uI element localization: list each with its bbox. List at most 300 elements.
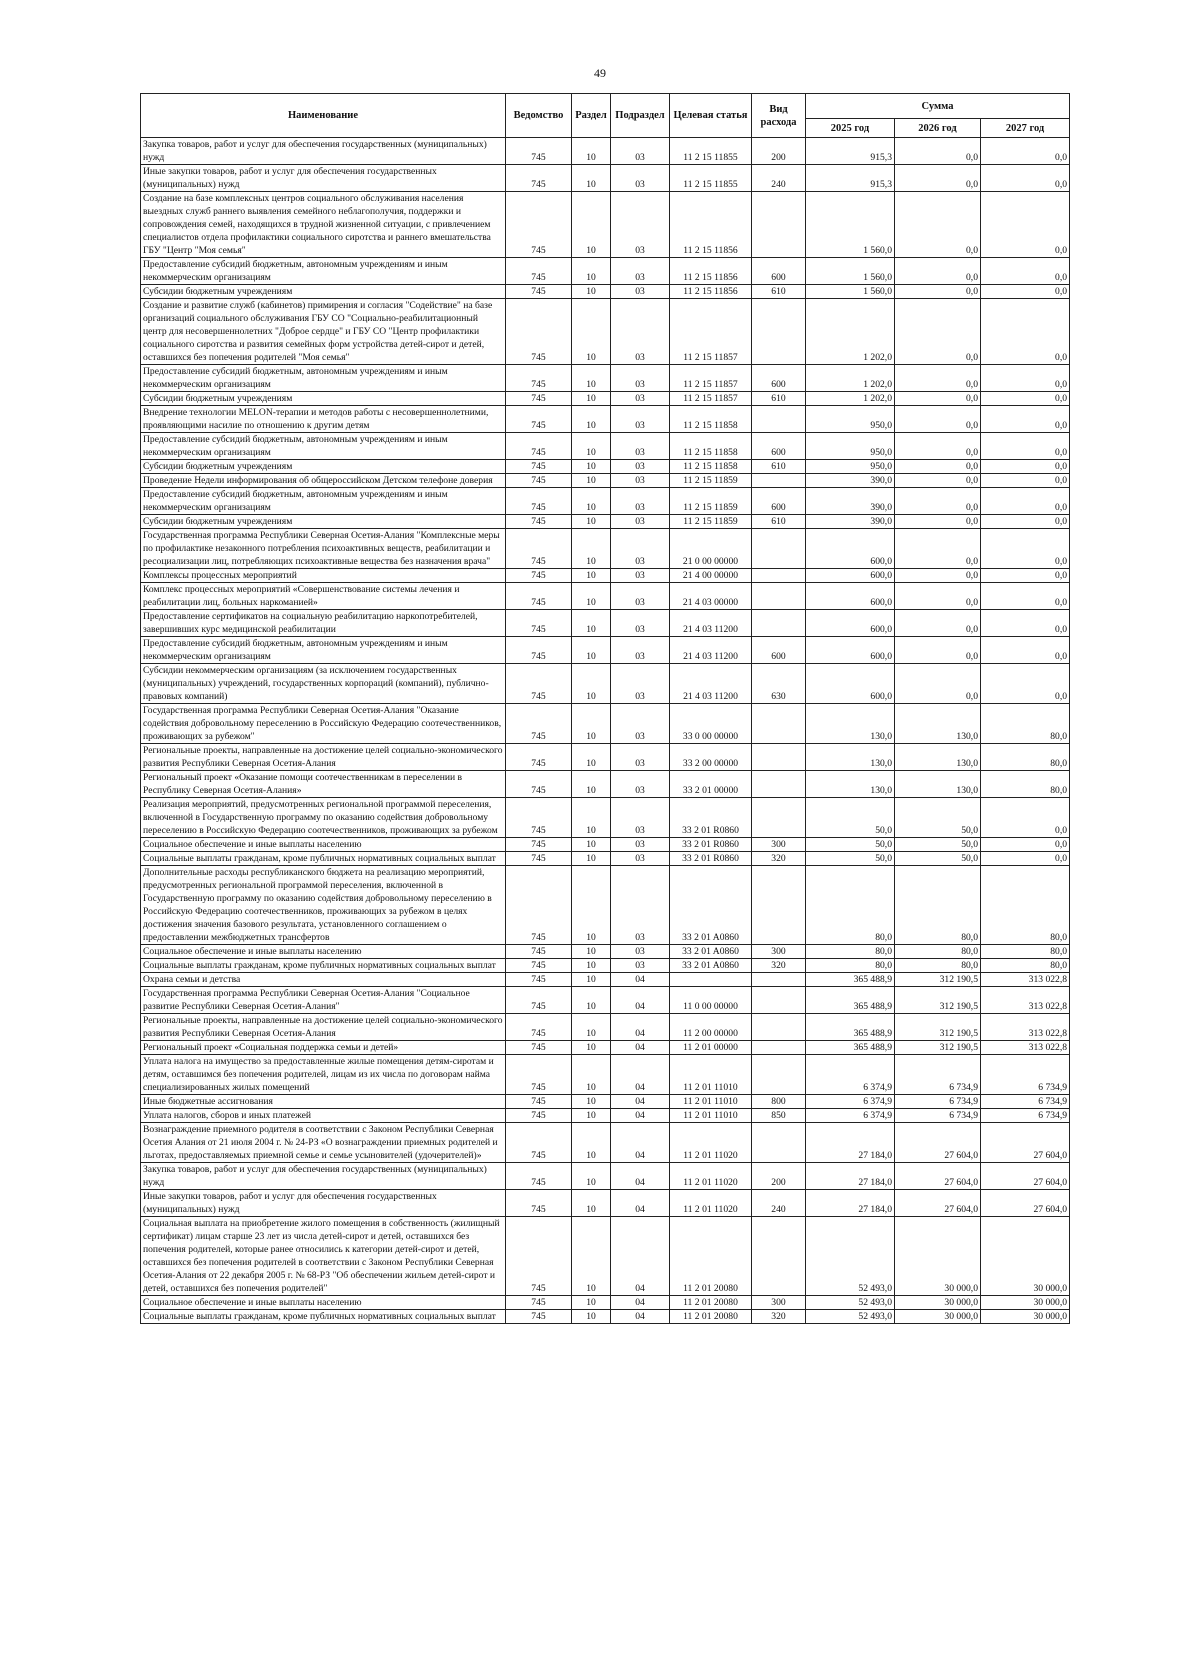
row-subsection: 04 xyxy=(611,1014,670,1041)
row-department: 745 xyxy=(506,610,572,637)
table-row xyxy=(141,1123,1070,1163)
row-section: 10 xyxy=(572,637,611,664)
header-target-article: Целевая статья xyxy=(670,94,752,138)
row-sum-2027: 30 000,0 xyxy=(981,1217,1070,1296)
row-subsection: 03 xyxy=(611,258,670,285)
row-sum-2026: 0,0 xyxy=(895,138,981,165)
row-subsection: 03 xyxy=(611,838,670,852)
row-name: Субсидии некоммерческим организациям (за исключением государственных (муниципальных) учреждений, государственных корпораций (компаний), публично-правовых компаний) xyxy=(141,664,506,704)
row-sum-2025: 365 488,9 xyxy=(806,1014,895,1041)
row-target-article: 11 2 15 11856 xyxy=(670,258,752,285)
row-sum-2025: 365 488,9 xyxy=(806,1041,895,1055)
row-subsection: 03 xyxy=(611,771,670,798)
row-target-article: 33 0 00 00000 xyxy=(670,704,752,744)
row-department: 745 xyxy=(506,258,572,285)
row-department: 745 xyxy=(506,1095,572,1109)
row-expense-type: 240 xyxy=(752,165,806,192)
row-sum-2027: 0,0 xyxy=(981,258,1070,285)
row-sum-2026: 0,0 xyxy=(895,258,981,285)
row-sum-2025: 27 184,0 xyxy=(806,1163,895,1190)
table-row xyxy=(141,1109,1070,1123)
row-sum-2025: 365 488,9 xyxy=(806,973,895,987)
row-subsection: 03 xyxy=(611,959,670,973)
table-row xyxy=(141,1095,1070,1109)
row-expense-type: 600 xyxy=(752,488,806,515)
row-target-article: 21 4 03 11200 xyxy=(670,664,752,704)
row-target-article: 11 2 01 20080 xyxy=(670,1296,752,1310)
row-section: 10 xyxy=(572,610,611,637)
row-subsection: 03 xyxy=(611,365,670,392)
row-sum-2026: 50,0 xyxy=(895,838,981,852)
table-row xyxy=(141,569,1070,583)
row-name: Комплекс процессных мероприятий «Совершенствование системы лечения и реабилитации лиц, больных наркоманией» xyxy=(141,583,506,610)
row-sum-2026: 80,0 xyxy=(895,959,981,973)
header-subsection: Подраздел xyxy=(611,94,670,138)
row-section: 10 xyxy=(572,474,611,488)
table-row xyxy=(141,771,1070,798)
row-sum-2027: 313 022,8 xyxy=(981,1014,1070,1041)
row-sum-2025: 915,3 xyxy=(806,165,895,192)
row-target-article: 11 2 15 11859 xyxy=(670,488,752,515)
row-sum-2026: 0,0 xyxy=(895,583,981,610)
row-sum-2026: 0,0 xyxy=(895,488,981,515)
row-department: 745 xyxy=(506,973,572,987)
row-expense-type: 300 xyxy=(752,945,806,959)
row-department: 745 xyxy=(506,583,572,610)
row-sum-2026: 0,0 xyxy=(895,569,981,583)
row-sum-2027: 80,0 xyxy=(981,959,1070,973)
page-number: 49 xyxy=(594,66,606,80)
row-subsection: 03 xyxy=(611,460,670,474)
row-expense-type: 850 xyxy=(752,1109,806,1123)
row-sum-2026: 0,0 xyxy=(895,299,981,365)
row-sum-2026: 6 734,9 xyxy=(895,1095,981,1109)
row-name: Социальное обеспечение и иные выплаты населению xyxy=(141,838,506,852)
row-sum-2025: 390,0 xyxy=(806,515,895,529)
row-subsection: 03 xyxy=(611,192,670,258)
row-sum-2025: 6 374,9 xyxy=(806,1055,895,1095)
header-expense-type: Вид расхода xyxy=(752,94,806,138)
row-name: Региональный проект «Оказание помощи соотечественникам в переселении в Республику Северная Осетия-Алания» xyxy=(141,771,506,798)
row-department: 745 xyxy=(506,192,572,258)
row-subsection: 04 xyxy=(611,1041,670,1055)
row-section: 10 xyxy=(572,365,611,392)
row-subsection: 03 xyxy=(611,852,670,866)
row-sum-2025: 50,0 xyxy=(806,838,895,852)
row-name: Вознаграждение приемного родителя в соответствии с Законом Республики Северная Осетия Алания от 21 июля 2004 г. № 24-РЗ «О вознаграждении приемных родителей и льготах, предоставляемых приемной семье и семье усыновителей (удочерителей)» xyxy=(141,1123,506,1163)
row-sum-2025: 50,0 xyxy=(806,852,895,866)
row-expense-type: 600 xyxy=(752,637,806,664)
row-sum-2025: 6 374,9 xyxy=(806,1109,895,1123)
row-sum-2026: 130,0 xyxy=(895,704,981,744)
row-subsection: 03 xyxy=(611,299,670,365)
row-sum-2027: 0,0 xyxy=(981,299,1070,365)
row-expense-type: 320 xyxy=(752,852,806,866)
header-name: Наименование xyxy=(141,94,506,138)
row-sum-2027: 0,0 xyxy=(981,852,1070,866)
row-department: 745 xyxy=(506,771,572,798)
row-expense-type: 800 xyxy=(752,1095,806,1109)
row-sum-2027: 0,0 xyxy=(981,569,1070,583)
row-sum-2025: 600,0 xyxy=(806,610,895,637)
row-target-article: 33 2 01 A0860 xyxy=(670,866,752,945)
header-year-2026: 2026 год xyxy=(895,119,981,138)
table-row xyxy=(141,798,1070,838)
row-sum-2026: 312 190,5 xyxy=(895,973,981,987)
row-sum-2025: 1 202,0 xyxy=(806,299,895,365)
row-subsection: 03 xyxy=(611,704,670,744)
row-sum-2027: 0,0 xyxy=(981,838,1070,852)
row-sum-2025: 80,0 xyxy=(806,945,895,959)
row-subsection: 04 xyxy=(611,1217,670,1296)
row-target-article: 11 2 15 11856 xyxy=(670,285,752,299)
row-subsection: 03 xyxy=(611,798,670,838)
row-target-article: 33 2 01 R0860 xyxy=(670,798,752,838)
row-target-article: 11 2 15 11855 xyxy=(670,138,752,165)
row-name: Региональный проект «Социальная поддержка семьи и детей» xyxy=(141,1041,506,1055)
row-sum-2026: 0,0 xyxy=(895,529,981,569)
row-sum-2027: 0,0 xyxy=(981,365,1070,392)
table-row xyxy=(141,704,1070,744)
row-subsection: 03 xyxy=(611,474,670,488)
table-row xyxy=(141,1217,1070,1296)
row-sum-2026: 30 000,0 xyxy=(895,1296,981,1310)
row-section: 10 xyxy=(572,1163,611,1190)
row-department: 745 xyxy=(506,744,572,771)
table-row xyxy=(141,945,1070,959)
row-subsection: 03 xyxy=(611,165,670,192)
row-sum-2025: 950,0 xyxy=(806,433,895,460)
row-sum-2026: 6 734,9 xyxy=(895,1055,981,1095)
row-subsection: 03 xyxy=(611,637,670,664)
row-sum-2025: 390,0 xyxy=(806,474,895,488)
row-section: 10 xyxy=(572,569,611,583)
row-sum-2027: 0,0 xyxy=(981,138,1070,165)
row-expense-type xyxy=(752,406,806,433)
row-department: 745 xyxy=(506,1041,572,1055)
row-target-article: 33 2 01 R0860 xyxy=(670,852,752,866)
table-header xyxy=(141,94,1070,138)
row-sum-2026: 30 000,0 xyxy=(895,1310,981,1324)
row-department: 745 xyxy=(506,569,572,583)
row-expense-type: 320 xyxy=(752,1310,806,1324)
row-name: Государственная программа Республики Северная Осетия-Алания "Социальное развитие Республики Северная Осетия-Алания" xyxy=(141,987,506,1014)
row-name: Иные закупки товаров, работ и услуг для обеспечения государственных (муниципальных) нужд xyxy=(141,1190,506,1217)
table-row xyxy=(141,515,1070,529)
row-name: Дополнительные расходы республиканского бюджета на реализацию мероприятий, предусмотренных региональной программой переселения, включенной в Государственную программу по оказанию содействия добровольному переселению в Российскую Федерацию соотечественников, проживающих за рубежом в целях достижения значения базового результата, установленного соглашением о предоставлении межбюджетных трансфертов xyxy=(141,866,506,945)
row-name: Закупка товаров, работ и услуг для обеспечения государственных (муниципальных) нужд xyxy=(141,138,506,165)
row-sum-2025: 1 560,0 xyxy=(806,192,895,258)
table-row xyxy=(141,299,1070,365)
table-body xyxy=(141,138,1070,1324)
row-sum-2026: 0,0 xyxy=(895,637,981,664)
row-sum-2026: 80,0 xyxy=(895,866,981,945)
row-expense-type xyxy=(752,744,806,771)
row-sum-2025: 52 493,0 xyxy=(806,1296,895,1310)
row-sum-2027: 0,0 xyxy=(981,583,1070,610)
row-sum-2025: 600,0 xyxy=(806,583,895,610)
row-section: 10 xyxy=(572,460,611,474)
row-target-article: 21 4 03 00000 xyxy=(670,583,752,610)
row-department: 745 xyxy=(506,165,572,192)
row-department: 745 xyxy=(506,1310,572,1324)
row-target-article: 21 4 03 11200 xyxy=(670,610,752,637)
row-subsection: 03 xyxy=(611,610,670,637)
row-name: Региональные проекты, направленные на достижение целей социально-экономического развития Республики Северная Осетия-Алания xyxy=(141,1014,506,1041)
row-department: 745 xyxy=(506,392,572,406)
row-name: Уплата налога на имущество за предоставленные жилые помещения детям-сиротам и детям, оставшимся без попечения родителей, лицам из их числа по договорам найма специализированных жилых помещений xyxy=(141,1055,506,1095)
row-target-article: 21 0 00 00000 xyxy=(670,529,752,569)
table-row xyxy=(141,959,1070,973)
row-target-article: 33 2 01 A0860 xyxy=(670,959,752,973)
row-subsection: 03 xyxy=(611,583,670,610)
row-subsection: 03 xyxy=(611,945,670,959)
table-row xyxy=(141,852,1070,866)
table-row xyxy=(141,474,1070,488)
row-department: 745 xyxy=(506,406,572,433)
header-section: Раздел xyxy=(572,94,611,138)
row-sum-2025: 950,0 xyxy=(806,406,895,433)
row-sum-2025: 915,3 xyxy=(806,138,895,165)
row-expense-type xyxy=(752,192,806,258)
row-department: 745 xyxy=(506,852,572,866)
row-sum-2027: 0,0 xyxy=(981,610,1070,637)
row-sum-2027: 313 022,8 xyxy=(981,1041,1070,1055)
row-sum-2026: 0,0 xyxy=(895,406,981,433)
row-target-article: 11 2 15 11855 xyxy=(670,165,752,192)
table-row xyxy=(141,192,1070,258)
row-sum-2025: 1 560,0 xyxy=(806,258,895,285)
row-sum-2025: 130,0 xyxy=(806,704,895,744)
row-sum-2025: 27 184,0 xyxy=(806,1190,895,1217)
row-sum-2025: 390,0 xyxy=(806,488,895,515)
row-subsection: 03 xyxy=(611,285,670,299)
table-row xyxy=(141,1190,1070,1217)
row-section: 10 xyxy=(572,165,611,192)
row-target-article: 11 2 15 11858 xyxy=(670,460,752,474)
row-expense-type: 200 xyxy=(752,138,806,165)
row-target-article: 11 2 01 11020 xyxy=(670,1163,752,1190)
row-target-article: 21 4 03 11200 xyxy=(670,637,752,664)
row-sum-2027: 313 022,8 xyxy=(981,987,1070,1014)
row-target-article: 11 0 00 00000 xyxy=(670,987,752,1014)
row-expense-type: 320 xyxy=(752,959,806,973)
row-expense-type: 600 xyxy=(752,433,806,460)
row-name: Региональные проекты, направленные на достижение целей социально-экономического развития Республики Северная Осетия-Алания xyxy=(141,744,506,771)
row-sum-2026: 130,0 xyxy=(895,744,981,771)
row-expense-type xyxy=(752,583,806,610)
row-section: 10 xyxy=(572,704,611,744)
row-target-article: 11 2 15 11856 xyxy=(670,192,752,258)
table-row xyxy=(141,433,1070,460)
row-department: 745 xyxy=(506,1163,572,1190)
row-section: 10 xyxy=(572,838,611,852)
row-sum-2026: 50,0 xyxy=(895,852,981,866)
row-department: 745 xyxy=(506,798,572,838)
row-name: Комплексы процессных мероприятий xyxy=(141,569,506,583)
table-row xyxy=(141,1296,1070,1310)
row-department: 745 xyxy=(506,1296,572,1310)
row-section: 10 xyxy=(572,959,611,973)
row-name: Социальные выплаты гражданам, кроме публичных нормативных социальных выплат xyxy=(141,959,506,973)
row-target-article: 11 2 01 11010 xyxy=(670,1095,752,1109)
row-sum-2027: 27 604,0 xyxy=(981,1123,1070,1163)
row-subsection: 04 xyxy=(611,1310,670,1324)
table-row xyxy=(141,987,1070,1014)
row-sum-2025: 600,0 xyxy=(806,637,895,664)
row-name: Социальное обеспечение и иные выплаты населению xyxy=(141,1296,506,1310)
row-sum-2027: 313 022,8 xyxy=(981,973,1070,987)
row-section: 10 xyxy=(572,1217,611,1296)
row-sum-2027: 0,0 xyxy=(981,664,1070,704)
row-sum-2027: 0,0 xyxy=(981,433,1070,460)
row-target-article: 11 2 15 11858 xyxy=(670,433,752,460)
table-row xyxy=(141,1055,1070,1095)
row-subsection: 03 xyxy=(611,569,670,583)
row-subsection: 04 xyxy=(611,1163,670,1190)
row-sum-2025: 1 560,0 xyxy=(806,285,895,299)
row-sum-2027: 0,0 xyxy=(981,474,1070,488)
row-section: 10 xyxy=(572,1055,611,1095)
row-section: 10 xyxy=(572,529,611,569)
row-subsection: 03 xyxy=(611,392,670,406)
row-sum-2026: 27 604,0 xyxy=(895,1123,981,1163)
row-sum-2026: 0,0 xyxy=(895,365,981,392)
row-name: Предоставление сертификатов на социальную реабилитацию наркопотребителей, завершивших курс медицинской реабилитации xyxy=(141,610,506,637)
row-expense-type xyxy=(752,771,806,798)
row-sum-2026: 27 604,0 xyxy=(895,1190,981,1217)
row-subsection: 04 xyxy=(611,973,670,987)
row-expense-type xyxy=(752,798,806,838)
row-sum-2025: 80,0 xyxy=(806,866,895,945)
row-sum-2025: 50,0 xyxy=(806,798,895,838)
row-name: Государственная программа Республики Северная Осетия-Алания "Комплексные меры по профилактике незаконного потребления психоактивных веществ, реабилитации и ресоциализации лиц, потребляющих психоактивные вещества без назначения врача" xyxy=(141,529,506,569)
row-section: 10 xyxy=(572,866,611,945)
row-department: 745 xyxy=(506,1190,572,1217)
row-sum-2026: 0,0 xyxy=(895,610,981,637)
row-name: Социальные выплаты гражданам, кроме публичных нормативных социальных выплат xyxy=(141,1310,506,1324)
row-section: 10 xyxy=(572,583,611,610)
row-sum-2027: 30 000,0 xyxy=(981,1310,1070,1324)
row-section: 10 xyxy=(572,852,611,866)
row-sum-2027: 80,0 xyxy=(981,866,1070,945)
row-sum-2027: 0,0 xyxy=(981,192,1070,258)
row-sum-2027: 6 734,9 xyxy=(981,1109,1070,1123)
row-section: 10 xyxy=(572,138,611,165)
row-name: Предоставление субсидий бюджетным, автономным учреждениям и иным некоммерческим организациям xyxy=(141,433,506,460)
row-section: 10 xyxy=(572,744,611,771)
row-subsection: 04 xyxy=(611,1190,670,1217)
row-target-article: 11 2 15 11859 xyxy=(670,474,752,488)
row-name: Закупка товаров, работ и услуг для обеспечения государственных (муниципальных) нужд xyxy=(141,1163,506,1190)
row-target-article: 33 2 01 R0860 xyxy=(670,838,752,852)
table-row xyxy=(141,138,1070,165)
row-sum-2027: 0,0 xyxy=(981,488,1070,515)
row-section: 10 xyxy=(572,192,611,258)
row-target-article: 11 2 15 11857 xyxy=(670,365,752,392)
row-section: 10 xyxy=(572,392,611,406)
row-subsection: 03 xyxy=(611,664,670,704)
row-sum-2025: 52 493,0 xyxy=(806,1217,895,1296)
row-target-article: 11 2 01 20080 xyxy=(670,1217,752,1296)
row-section: 10 xyxy=(572,1095,611,1109)
row-name: Предоставление субсидий бюджетным, автономным учреждениям и иным некоммерческим организациям xyxy=(141,258,506,285)
row-sum-2027: 0,0 xyxy=(981,460,1070,474)
row-department: 745 xyxy=(506,704,572,744)
row-expense-type: 610 xyxy=(752,515,806,529)
row-name: Создание на базе комплексных центров социального обслуживания населения выездных служб раннего выявления семейного неблагополучия, поддержки и сопровождения семей, находящихся в трудной жизненной ситуации, с привлечением специалистов отдела профилактики социального сиротства и раннего вмешательства ГБУ "Центр "Моя семья" xyxy=(141,192,506,258)
row-expense-type: 240 xyxy=(752,1190,806,1217)
row-sum-2025: 130,0 xyxy=(806,771,895,798)
row-sum-2026: 130,0 xyxy=(895,771,981,798)
row-name: Охрана семьи и детства xyxy=(141,973,506,987)
row-name: Реализация мероприятий, предусмотренных региональной программой переселения, включенной в Государственную программу по оказанию содействия добровольному переселению в Российскую Федерацию соотечественников, проживающих за рубежом xyxy=(141,798,506,838)
row-expense-type: 300 xyxy=(752,838,806,852)
row-sum-2025: 1 202,0 xyxy=(806,365,895,392)
table-row xyxy=(141,529,1070,569)
budget-table xyxy=(140,93,1070,1324)
row-expense-type xyxy=(752,866,806,945)
row-sum-2027: 0,0 xyxy=(981,406,1070,433)
row-section: 10 xyxy=(572,433,611,460)
row-subsection: 04 xyxy=(611,1095,670,1109)
row-department: 745 xyxy=(506,1055,572,1095)
row-sum-2025: 130,0 xyxy=(806,744,895,771)
row-department: 745 xyxy=(506,959,572,973)
row-expense-type xyxy=(752,529,806,569)
row-name: Создание и развитие служб (кабинетов) примирения и согласия "Содействие" на базе организаций социального обслуживания ГБУ СО "Социально-реабилитационный центр для несовершеннолетних "Доброе сердце" и ГБУ СО "Центр профилактики социального сиротства и развития семейных форм устройства детей-сирот и детей, оставшихся без попечения родителей "Моя семья" xyxy=(141,299,506,365)
header-sum: Сумма xyxy=(806,94,1070,119)
row-section: 10 xyxy=(572,987,611,1014)
row-section: 10 xyxy=(572,771,611,798)
row-name: Субсидии бюджетным учреждениям xyxy=(141,515,506,529)
table-row xyxy=(141,1041,1070,1055)
row-name: Иные закупки товаров, работ и услуг для обеспечения государственных (муниципальных) нужд xyxy=(141,165,506,192)
row-sum-2025: 600,0 xyxy=(806,569,895,583)
row-sum-2025: 1 202,0 xyxy=(806,392,895,406)
row-section: 10 xyxy=(572,798,611,838)
row-sum-2025: 27 184,0 xyxy=(806,1123,895,1163)
row-subsection: 03 xyxy=(611,406,670,433)
row-expense-type xyxy=(752,569,806,583)
row-sum-2026: 312 190,5 xyxy=(895,1014,981,1041)
row-expense-type xyxy=(752,1055,806,1095)
row-name: Иные бюджетные ассигнования xyxy=(141,1095,506,1109)
row-section: 10 xyxy=(572,1123,611,1163)
table-row xyxy=(141,973,1070,987)
row-sum-2027: 6 734,9 xyxy=(981,1095,1070,1109)
row-department: 745 xyxy=(506,299,572,365)
row-target-article: 11 2 15 11858 xyxy=(670,406,752,433)
row-sum-2027: 27 604,0 xyxy=(981,1163,1070,1190)
row-section: 10 xyxy=(572,1190,611,1217)
row-target-article: 33 2 01 A0860 xyxy=(670,945,752,959)
row-subsection: 04 xyxy=(611,1123,670,1163)
table-row xyxy=(141,1163,1070,1190)
row-name: Субсидии бюджетным учреждениям xyxy=(141,392,506,406)
row-subsection: 03 xyxy=(611,866,670,945)
row-sum-2025: 52 493,0 xyxy=(806,1310,895,1324)
row-target-article: 21 4 00 00000 xyxy=(670,569,752,583)
row-target-article: 11 2 15 11857 xyxy=(670,299,752,365)
header-year-2025: 2025 год xyxy=(806,119,895,138)
row-sum-2026: 80,0 xyxy=(895,945,981,959)
row-section: 10 xyxy=(572,406,611,433)
table-row xyxy=(141,258,1070,285)
row-expense-type xyxy=(752,299,806,365)
row-department: 745 xyxy=(506,664,572,704)
row-department: 745 xyxy=(506,866,572,945)
